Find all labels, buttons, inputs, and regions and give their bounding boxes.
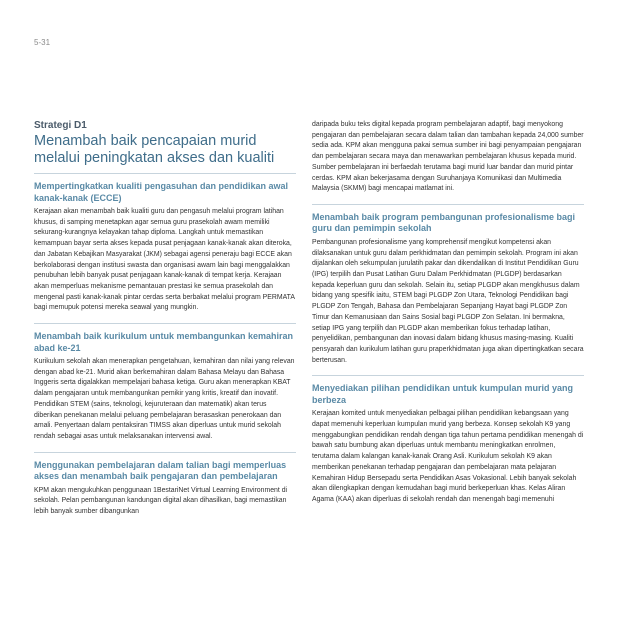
left-column bbox=[34, 120, 296, 527]
section-divider bbox=[312, 375, 584, 376]
section-divider bbox=[34, 452, 296, 453]
section-body-ecce: Kerajaan akan menambah baik kualiti guru dan pengasuh melalui program latihan khusus, di samping menetapkan agar semua guru prasekolah awam memiliki sekurang-kurangnya kelayakan tahap diploma. Langkah untuk memastikan kemampuan bayar serta akses kepada pusat penjagaan kanak-kanak akan diteroka, dan Jabatan Kebajikan Masyarakat (JKM) sebagai agensi peneraju bagi ECCE akan berkolaborasi dengan institusi swasta dan organisasi awam lain bagi menggalakkan penubuhan lebih banyak pusat penjagaan kanak-kanak di tempat kerja. Kerajaan akan memperluas mekanisme pemantauan prestasi ke semua prasekolah dan mengenal pasti kanak-kanak pintar cerdas serta berbakat melalui program PERMATA bagi memupuk potensi mereka seawal yang mungkin. bbox=[34, 208, 295, 312]
section-divider bbox=[34, 173, 296, 174]
section-divider bbox=[34, 323, 296, 324]
section-heading-curriculum: Menambah baik kurikulum untuk membangunkan kemahiran abad ke-21 bbox=[34, 331, 294, 353]
section-body-professional-development: Pembangunan profesionalisme yang komprehensif mengikut kompetensi akan dilaksanakan untuk guru dalam perkhidmatan dan pemimpin sekolah. Program ini akan dijalankan oleh sekumpulan jurulatih pakar dan dikendalikan di Institut Pendidikan Guru (IPG) terpilih dan Pusat Latihan Guru Dalam Perkhidmatan (PLGDP) berdasarkan kepada keperluan guru dan sekolah. Selain itu, setiap PLGDP akan mengkhusus dalam bidang yang spesifik iaitu, STEM bagi PLGDP Zon Utara, Teknologi Pendidikan bagi PLGDP Zon Tengah, Bahasa dan Pembelajaran Sepanjang Hayat bagi PLGDP Zon Timur dan Kemanusiaan dan Sains Sosial bagi PLGDP Zon Selatan. Ini bermakna, setiap IPG yang terpilih dan PLGDP akan memberikan fokus terhadap latihan, penyelidikan, pembangunan dan inovasi dalam bidang khusus masing-masing. Kualiti pensyarah dan kurikulum latihan guru praperkhidmatan juga akan dipertingkatkan secara berterusan. bbox=[312, 238, 584, 364]
section-body-education-options: Kerajaan komited untuk menyediakan pelbagai pilihan pendidikan kebangsaan yang dapat memenuhi keperluan kumpulan murid yang berbeza. Konsep sekolah K9 yang menggabungkan pendidikan rendah dengan tiga tahun pertama pendidikan menengah di bawah satu bumbung akan diperluas untuk membantu meningkatkan enrolmen, terutama dalam kalangan kanak-kanak Orang Asli. Kurikulum sekolah K9 akan memberikan penekanan terhadap pengajaran dan pembelajaran mata pelajaran Kemahiran Hidup Bersepadu serta Pendidikan Asas Vokasional. Lebih banyak sekolah akan dilengkapkan dengan kemudahan bagi murid berkeperluan khas. Kelas Aliran Agama (KAA) akan diperluas di sekolah rendah dan menengah bagi memenuhi bbox=[312, 410, 584, 503]
strategy-label: Strategi D1 bbox=[34, 120, 87, 131]
section-heading-education-options: Menyediakan pilihan pendidikan untuk kumpulan murid yang berbeza bbox=[312, 383, 574, 405]
section-heading-ecce: Mempertingkatkan kualiti pengasuhan dan pendidikan awal kanak-kanak (ECCE) bbox=[34, 181, 289, 203]
strategy-title: Menambah baik pencapaian murid melalui peningkatan akses dan kualiti bbox=[34, 133, 275, 166]
section-body-curriculum: Kurikulum sekolah akan menerapkan pengetahuan, kemahiran dan nilai yang relevan dengan abad ke-21. Murid akan berkemahiran dalam Bahasa Melayu dan Bahasa Inggeris serta digalakkan mempelajari bahasa ketiga. Guru akan menerapkan KBAT dalam pengajaran untuk membangunkan pemikir yang kritis, kreatif dan inovatif. Pendidikan STEM (sains, teknologi, kejuruteraan dan matematik) akan terus diberikan penekanan melalui peluang pembelajaran berasaskan penerokaan dan amali. Penyertaan dalam pentaksiran TIMSS akan diperluas untuk murid sekolah rendah sebagai asas untuk melaksanakan intervensi awal. bbox=[34, 358, 295, 440]
section-divider bbox=[312, 204, 584, 205]
page-number: 5-31 bbox=[34, 38, 51, 47]
right-column bbox=[312, 120, 584, 515]
section-heading-professional-development: Menambah baik program pembangunan profesionalisme bagi guru dan pemimpin sekolah bbox=[312, 211, 576, 234]
continued-paragraph: daripada buku teks digital kepada program pembelajaran adaptif, bagi menyokong pengajaran dan pembelajaran secara dalam talian dan tambahan kepada 24,000 sumber sedia ada. KPM akan mengguna pakai semua sumber ini bagi penyampaian pengajaran dan pembelajaran secara maya dan menawarkan pembelajaran khusus kepada murid. Sumber pembelajaran ini berfaedah terutama bagi murid luar bandar dan murid pintar cerdas. KPM akan bekerjasama dengan Suruhanjaya Komunikasi dan Multimedia Malaysia (SKMM) bagi mencapai matlamat ini. bbox=[312, 121, 584, 193]
section-body-online-learning: KPM akan mengukuhkan penggunaan 1BestariNet Virtual Learning Environment di sekolah. Pelan pembangunan kandungan digital akan dihasilkan, bagi memastikan lebih banyak sumber dibangunkan bbox=[34, 486, 288, 516]
section-heading-online-learning: Menggunakan pembelajaran dalam talian bagi memperluas akses dan menambah baik pengajaran dan pembelajaran bbox=[34, 459, 287, 482]
